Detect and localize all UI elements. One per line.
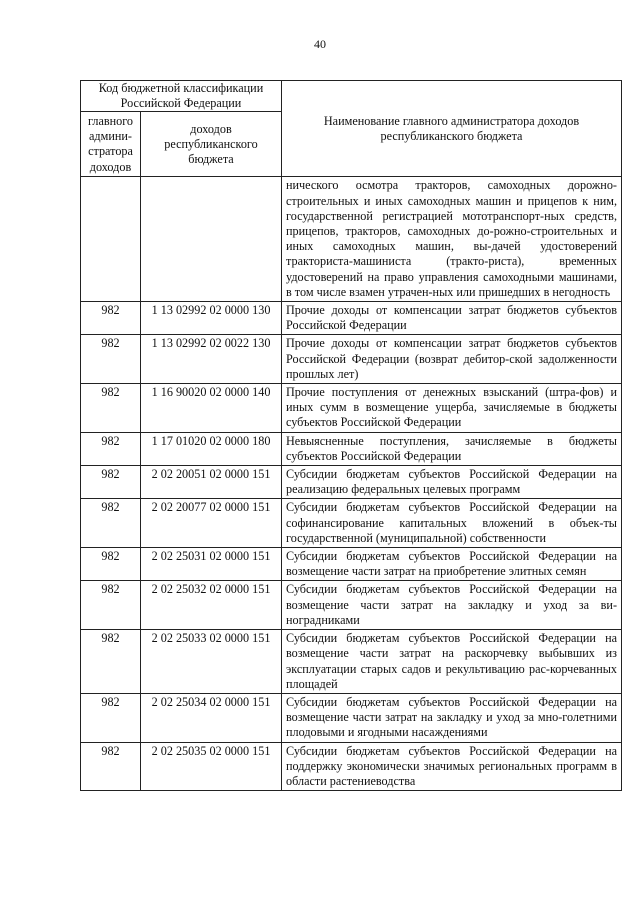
- header-budget-classification-code: Код бюджетной классификации Российской Федерации: [81, 81, 282, 112]
- revenue-code-cell: 1 16 90020 02 0000 140: [141, 384, 282, 433]
- table-row: [81, 384, 622, 433]
- revenue-name-cell: нического осмотра тракторов, самоходных дорожно-строительных и иных самоходных машин и прицепов к ним, государственной регистрацией мототранспорт-ных средств, прицепов, тракторов, самоходных до-рожно-строительных и иных самоходных машин, вы-дачей удостоверений тракториста-машиниста (тракто-риста), временных удостоверений на право управления самоходными машинами, в том числе взамен утрачен-ных или пришедших в негодность: [282, 177, 622, 302]
- revenue-code-cell: 2 02 25034 02 0000 151: [141, 693, 282, 742]
- table-row: [81, 177, 622, 302]
- revenue-name-cell: Прочие доходы от компенсации затрат бюджетов субъектов Российской Федерации (возврат дебитор-ской задолженности прошлых лет): [282, 335, 622, 384]
- admin-code-cell: 982: [81, 499, 141, 548]
- revenue-code-cell: 2 02 25031 02 0000 151: [141, 548, 282, 581]
- table-row: [81, 466, 622, 499]
- header-main-administrator: главного админи-стратора доходов: [81, 112, 141, 177]
- revenue-code-cell: 1 13 02992 02 0000 130: [141, 302, 282, 335]
- revenue-name-cell: Прочие поступления от денежных взысканий (штра-фов) и иных сумм в возмещение ущерба, зачисляемые в бюджеты субъектов Российской Федерации: [282, 384, 622, 433]
- table-row: [81, 630, 622, 694]
- admin-code-cell: 982: [81, 432, 141, 465]
- table-row: [81, 693, 622, 742]
- admin-code-cell: 982: [81, 384, 141, 433]
- admin-code-cell: [81, 177, 141, 302]
- table-row: [81, 548, 622, 581]
- revenue-name-cell: Субсидии бюджетам субъектов Российской Федерации на поддержку экономически значимых региональных программ в области растениеводства: [282, 742, 622, 791]
- table-row: [81, 581, 622, 630]
- revenue-code-cell: 1 17 01020 02 0000 180: [141, 432, 282, 465]
- revenue-name-cell: Прочие доходы от компенсации затрат бюджетов субъектов Российской Федерации: [282, 302, 622, 335]
- admin-code-cell: 982: [81, 548, 141, 581]
- revenue-code-cell: 2 02 25035 02 0000 151: [141, 742, 282, 791]
- admin-code-cell: 982: [81, 630, 141, 694]
- revenue-code-cell: [141, 177, 282, 302]
- page-number: 40: [314, 37, 326, 51]
- header-administrator-name: Наименование главного администратора доходов республиканского бюджета: [282, 81, 622, 177]
- table-row: [81, 499, 622, 548]
- revenue-name-cell: Субсидии бюджетам субъектов Российской Федерации на софинансирование капитальных вложений в объек-ты государственной (муниципальной) собственности: [282, 499, 622, 548]
- table-row: [81, 432, 622, 465]
- revenue-name-cell: Субсидии бюджетам субъектов Российской Федерации на возмещение части затрат на приобретение элитных семян: [282, 548, 622, 581]
- revenue-name-cell: Субсидии бюджетам субъектов Российской Федерации на возмещение части затрат на закладку и уход за ви-ноградниками: [282, 581, 622, 630]
- admin-code-cell: 982: [81, 466, 141, 499]
- table-row: [81, 302, 622, 335]
- revenue-code-cell: 2 02 20051 02 0000 151: [141, 466, 282, 499]
- revenue-code-cell: 2 02 25032 02 0000 151: [141, 581, 282, 630]
- admin-code-cell: 982: [81, 742, 141, 791]
- admin-code-cell: 982: [81, 335, 141, 384]
- table-row: [81, 742, 622, 791]
- budget-classification-table: [80, 80, 622, 791]
- revenue-code-cell: 1 13 02992 02 0022 130: [141, 335, 282, 384]
- revenue-code-cell: 2 02 20077 02 0000 151: [141, 499, 282, 548]
- table-body: [81, 177, 622, 791]
- revenue-name-cell: Невыясненные поступления, зачисляемые в бюджеты субъектов Российской Федерации: [282, 432, 622, 465]
- admin-code-cell: 982: [81, 693, 141, 742]
- table-row: [81, 335, 622, 384]
- revenue-name-cell: Субсидии бюджетам субъектов Российской Федерации на возмещение части затрат на закладку и уход за мно-голетними плодовыми и ягодными насаждениями: [282, 693, 622, 742]
- revenue-code-cell: 2 02 25033 02 0000 151: [141, 630, 282, 694]
- revenue-name-cell: Субсидии бюджетам субъектов Российской Федерации на реализацию федеральных целевых программ: [282, 466, 622, 499]
- admin-code-cell: 982: [81, 581, 141, 630]
- admin-code-cell: 982: [81, 302, 141, 335]
- header-republican-revenue: доходов республиканского бюджета: [141, 112, 282, 177]
- revenue-name-cell: Субсидии бюджетам субъектов Российской Федерации на возмещение части затрат на раскорчевку выбывших из эксплуатации старых садов и рекультивацию рас-корчеванных площадей: [282, 630, 622, 694]
